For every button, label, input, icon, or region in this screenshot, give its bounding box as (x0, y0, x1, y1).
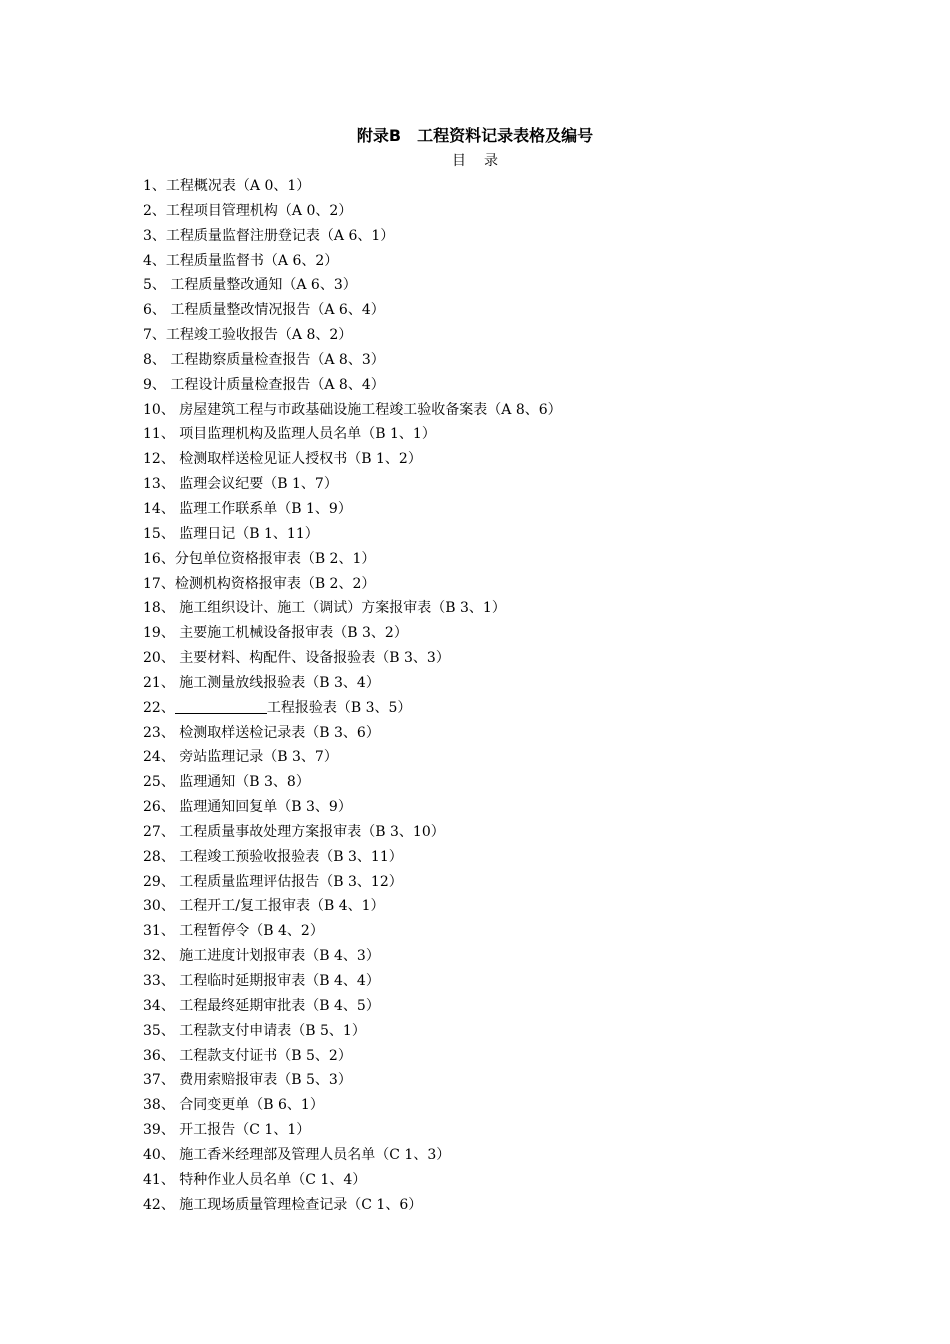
toc-entry-text: 20、 主要材料、构配件、设备报验表（B 3、3） (143, 650, 450, 667)
toc-entry (143, 447, 562, 472)
toc-entry-text: 21、 施工测量放线报验表（B 3、4） (143, 674, 380, 691)
toc-entry-text: 25、 监理通知（B 3、8） (143, 774, 310, 791)
toc-entry-text: 12、 检测取样送检见证人授权书（B 1、2） (143, 451, 422, 468)
toc-entry-text: 35、 工程款支付申请表（B 5、1） (143, 1022, 366, 1039)
toc-entry-text: 40、 施工香米经理部及管理人员名单（C 1、3） (143, 1146, 451, 1163)
toc-entry-text: 34、 工程最终延期审批表（B 4、5） (143, 997, 380, 1014)
toc-entry (143, 522, 562, 547)
toc-entry (143, 870, 562, 895)
toc-entry-text: 7、工程竣工验收报告（A 8、2） (143, 327, 353, 344)
toc-entry-text: 15、 监理日记（B 1、11） (143, 525, 319, 542)
toc-entry-text: 26、 监理通知回复单（B 3、9） (143, 799, 352, 816)
toc-entry-text: 41、 特种作业人员名单（C 1、4） (143, 1171, 367, 1188)
toc-entry-text: 1、工程概况表（A 0、1） (143, 178, 311, 194)
toc-entry-text: 10、 房屋建筑工程与市政基础设施工程竣工验收备案表（A 8、6） (143, 401, 562, 418)
toc-entry (143, 994, 562, 1019)
toc-entry (143, 398, 562, 423)
toc-entry-number: 22、 (143, 699, 175, 716)
toc-entry (143, 1118, 562, 1143)
toc-entry (143, 820, 562, 845)
toc-entry (143, 646, 562, 671)
toc-entry (143, 497, 562, 522)
toc-entry (143, 696, 562, 721)
toc-entry-text: 5、 工程质量整改通知（A 6、3） (143, 277, 357, 294)
toc-entry-text: 17、检测机构资格报审表（B 2、2） (143, 575, 376, 592)
toc-entry (143, 894, 562, 919)
toc-entry-text: 工程报验表（B 3、5） (266, 699, 412, 716)
toc-entry (143, 919, 562, 944)
toc-entry (143, 845, 562, 870)
toc-entry (143, 671, 562, 696)
toc-entry-text: 4、工程质量监督书（A 6、2） (143, 252, 339, 269)
toc-entry-text: 38、 合同变更单（B 6、1） (143, 1097, 324, 1114)
toc-entry-text: 29、 工程质量监理评估报告（B 3、12） (143, 873, 403, 890)
toc-entry (143, 224, 562, 249)
toc-entry-text: 28、 工程竣工预验收报验表（B 3、11） (143, 848, 403, 865)
toc-entry (143, 348, 562, 373)
toc-entry (143, 249, 562, 274)
toc-subtitle: 目录 (452, 153, 516, 169)
toc-entry (143, 199, 562, 224)
toc-entry-text: 3、工程质量监督注册登记表（A 6、1） (143, 227, 395, 244)
toc-entry (143, 1143, 562, 1168)
toc-entry (143, 273, 562, 298)
toc-entry-text: 14、 监理工作联系单（B 1、9） (143, 500, 352, 517)
toc-entry (143, 795, 562, 820)
toc-entry-text: 6、 工程质量整改情况报告（A 6、4） (143, 302, 385, 319)
toc-entry-text: 42、 施工现场质量管理检查记录（C 1、6） (143, 1196, 423, 1213)
toc-entry (143, 323, 562, 348)
page-title (0, 124, 950, 148)
toc-list (143, 174, 562, 1217)
toc-entry-text: 24、 旁站监理记录（B 3、7） (143, 749, 338, 766)
toc-entry-text: 31、 工程暂停令（B 4、2） (143, 923, 324, 940)
toc-entry (143, 547, 562, 572)
toc-entry-text: 8、 工程勘察质量检查报告（A 8、3） (143, 351, 385, 368)
toc-entry-text: 16、分包单位资格报审表（B 2、1） (143, 550, 376, 567)
toc-entry (143, 422, 562, 447)
title-prefix: 附录B (356, 126, 402, 145)
toc-entry (143, 745, 562, 770)
toc-entry (143, 1019, 562, 1044)
toc-entry-text: 32、 施工进度计划报审表（B 4、3） (143, 948, 380, 965)
toc-entry (143, 596, 562, 621)
toc-entry-text: 2、工程项目管理机构（A 0、2） (143, 202, 353, 219)
toc-entry-text: 36、 工程款支付证书（B 5、2） (143, 1047, 352, 1064)
toc-entry-text: 37、 费用索赔报审表（B 5、3） (143, 1072, 352, 1089)
toc-entry (143, 572, 562, 597)
toc-entry (143, 770, 562, 795)
toc-entry-text: 23、 检测取样送检记录表（B 3、6） (143, 724, 380, 741)
toc-entry (143, 721, 562, 746)
toc-entry (143, 621, 562, 646)
toc-entry (143, 174, 562, 199)
toc-entry (143, 373, 562, 398)
title-main: 工程资料记录表格及编号 (417, 126, 594, 145)
toc-entry (143, 969, 562, 994)
toc-entry (143, 1168, 562, 1193)
toc-entry-text: 19、 主要施工机械设备报审表（B 3、2） (143, 625, 408, 642)
toc-entry-text: 9、 工程设计质量检查报告（A 8、4） (143, 376, 385, 393)
toc-entry (143, 1044, 562, 1069)
toc-entry (143, 1093, 562, 1118)
toc-entry (143, 1068, 562, 1093)
toc-entry-text: 13、 监理会议纪要（B 1、7） (143, 476, 338, 493)
toc-entry-text: 39、 开工报告（C 1、1） (143, 1122, 311, 1139)
toc-entry-text: 11、 项目监理机构及监理人员名单（B 1、1） (143, 426, 436, 443)
toc-entry (143, 298, 562, 323)
toc-entry (143, 472, 562, 497)
toc-entry (143, 944, 562, 969)
toc-entry-text: 30、 工程开工/复工报审表（B 4、1） (143, 898, 385, 915)
toc-entry-text: 33、 工程临时延期报审表（B 4、4） (143, 973, 380, 989)
fill-in-blank (175, 698, 267, 714)
toc-entry-text: 18、 施工组织设计、施工（调试）方案报审表（B 3、1） (143, 600, 506, 617)
toc-entry-text: 27、 工程质量事故处理方案报审表（B 3、10） (143, 823, 445, 840)
toc-entry (143, 1193, 562, 1218)
